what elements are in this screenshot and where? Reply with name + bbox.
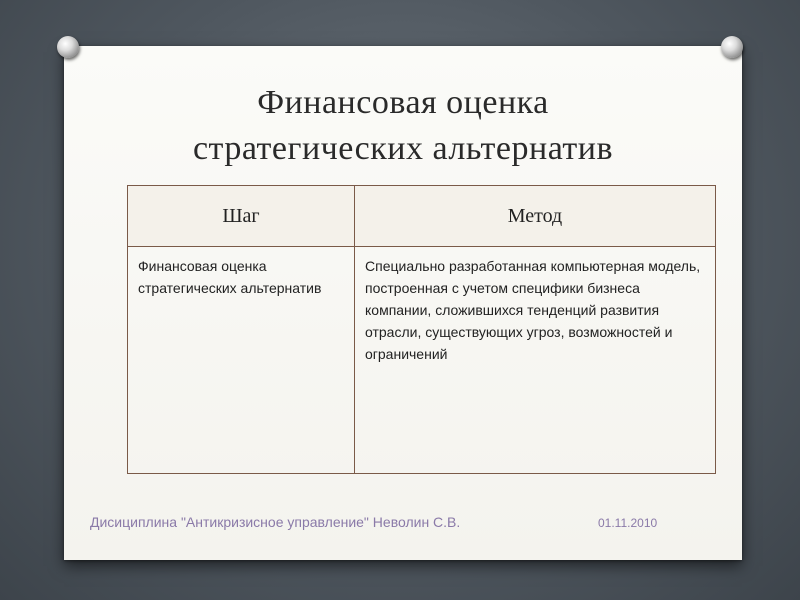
- steps-table: [127, 185, 716, 474]
- step-cell: Финансовая оценка стратегических альтернатив: [128, 247, 355, 474]
- footer-date: 01.11.2010: [598, 516, 658, 530]
- footer-discipline: Дисициплина "Антикризисное управление" Неволин С.В.: [90, 514, 461, 530]
- table-row: [128, 247, 716, 474]
- column-header-method: Метод: [355, 186, 716, 247]
- slide-title: [64, 80, 742, 172]
- table-header-row: [128, 186, 716, 247]
- slide-title-line-1: Финансовая оценка: [257, 84, 549, 121]
- slide-title-line-2: стратегических альтернатив: [192, 130, 614, 167]
- method-cell: Специально разработанная компьютерная модель, построенная с учетом специфики бизнеса компании, сложившихся тенденций развития отрасли, существующих угроз, возможностей и ограничений: [355, 247, 716, 474]
- column-header-step: Шаг: [128, 186, 355, 247]
- pushpin-icon: [57, 36, 79, 58]
- pushpin-icon: [721, 36, 743, 58]
